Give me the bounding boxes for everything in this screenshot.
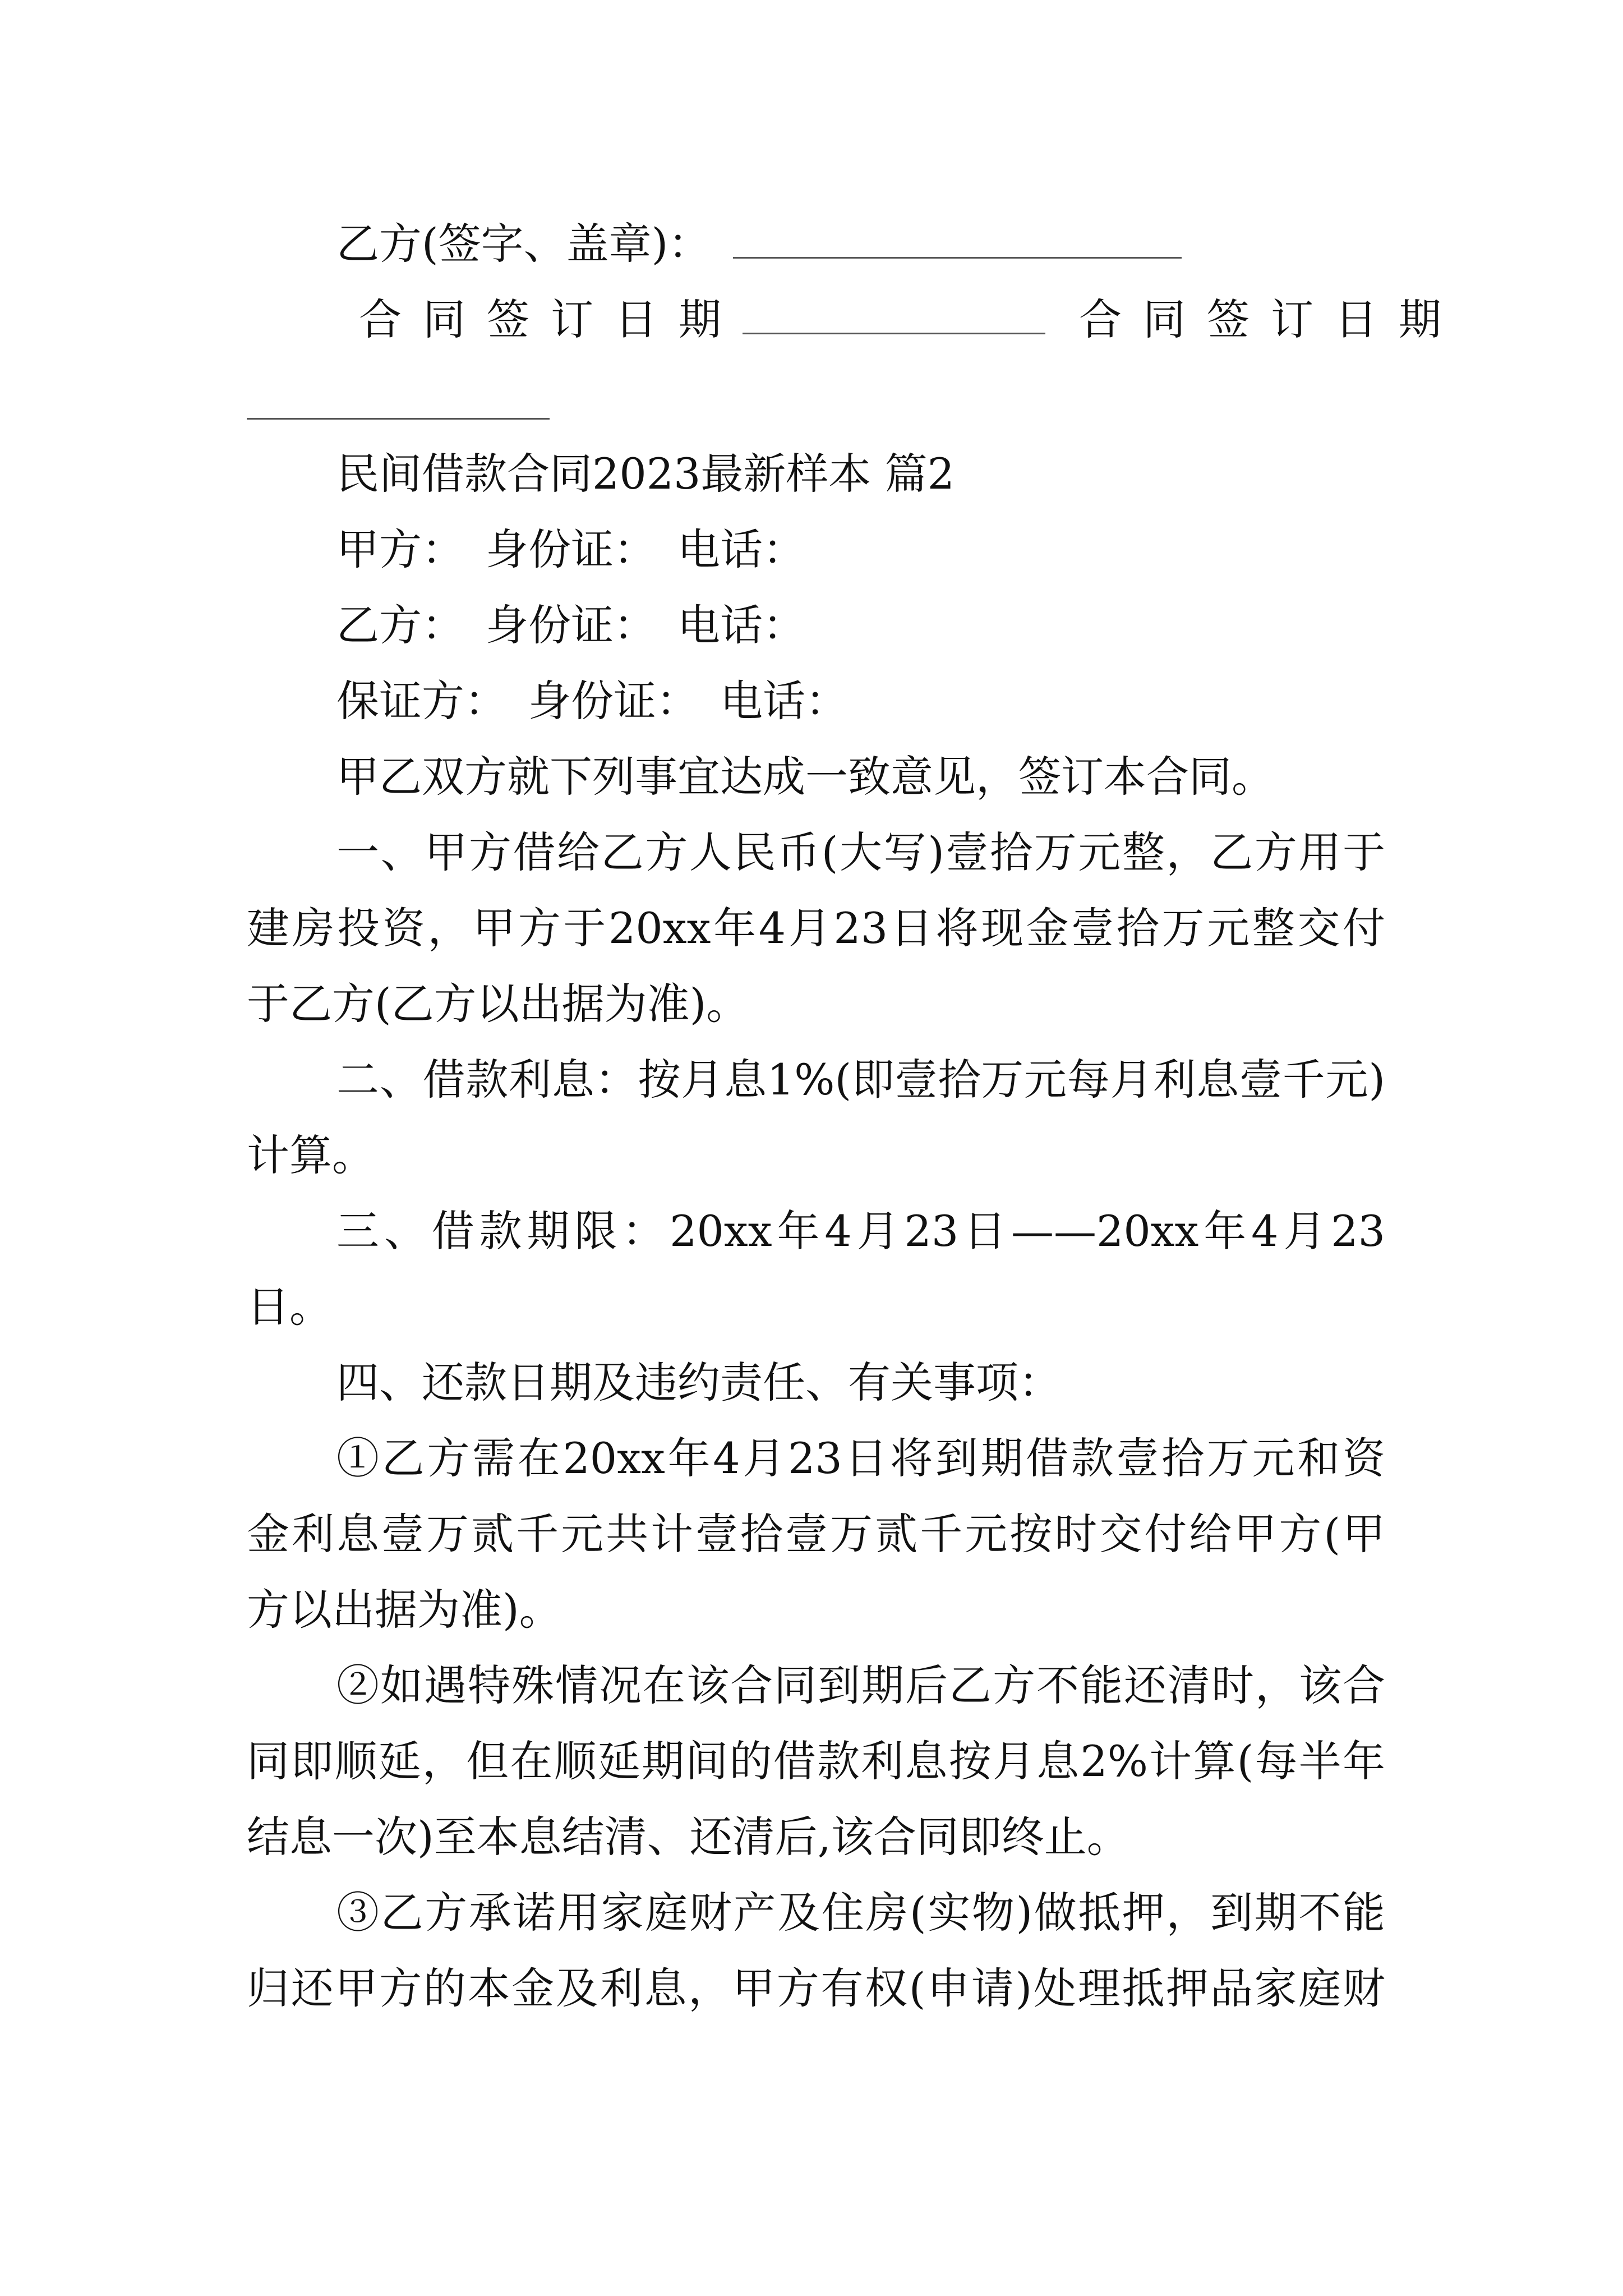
item2-line1: ②如遇特殊情况在该合同到期后乙方不能还清时，该合 (336, 1660, 1385, 1710)
clause2-line2: 计算。 (247, 1130, 375, 1180)
item1-line2: 金利息壹万贰千元共计壹拾壹万贰千元按时交付给甲方(甲 (247, 1509, 1385, 1559)
party-a-line: 甲方： 身份证： 电话： (336, 524, 805, 574)
party-b-sign-blank (733, 218, 1182, 259)
item3-line1: ③乙方承诺用家庭财产及住房(实物)做抵押，到期不能 (336, 1888, 1385, 1938)
contract-date-blank-1 (743, 293, 1045, 334)
contract-date-blank-2 (247, 418, 550, 420)
contract-date-label-2: 合同签订日期 (1079, 295, 1463, 344)
party-b-sign-label: 乙方(签字、盖章)： (336, 219, 711, 269)
clause3-line1: 三、借款期限：20xx年4月23日——20xx年4月23 (336, 1206, 1385, 1256)
clause4-title: 四、还款日期及违约责任、有关事项： (336, 1358, 1061, 1407)
item2-line3: 结息一次)至本息结清、还清后,该合同即终止。 (247, 1812, 1129, 1862)
intro-paragraph: 甲乙双方就下列事宜达成一致意见，签订本合同。 (336, 752, 1274, 802)
clause1-line3: 于乙方(乙方以出据为准)。 (247, 979, 749, 1029)
clause1-line1: 一、甲方借给乙方人民币(大写)壹拾万元整，乙方用于 (336, 827, 1385, 877)
party-b-signature-line (336, 216, 1385, 272)
contract-date-label-1: 合同签订日期 (359, 295, 743, 344)
item1-line1: ①乙方需在20xx年4月23日将到期借款壹拾万元和资 (336, 1433, 1385, 1483)
section-title: 民间借款合同2023最新样本 篇2 (336, 449, 955, 499)
contract-date-row (359, 292, 1463, 348)
clause1-line2: 建房投资，甲方于20xx年4月23日将现金壹拾万元整交付 (247, 903, 1385, 953)
item3-line2: 归还甲方的本金及利息，甲方有权(申请)处理抵押品家庭财 (247, 1963, 1385, 2013)
clause3-line2: 日。 (247, 1282, 332, 1332)
guarantor-line: 保证方： 身份证： 电话： (336, 676, 848, 726)
item2-line2: 同即顺延，但在顺延期间的借款利息按月息2%计算(每半年 (247, 1736, 1385, 1786)
party-b-line: 乙方： 身份证： 电话： (336, 600, 805, 650)
clause2-line1: 二、借款利息：按月息1%(即壹拾万元每月利息壹千元) (336, 1055, 1385, 1105)
item1-line3: 方以出据为准)。 (247, 1585, 562, 1635)
